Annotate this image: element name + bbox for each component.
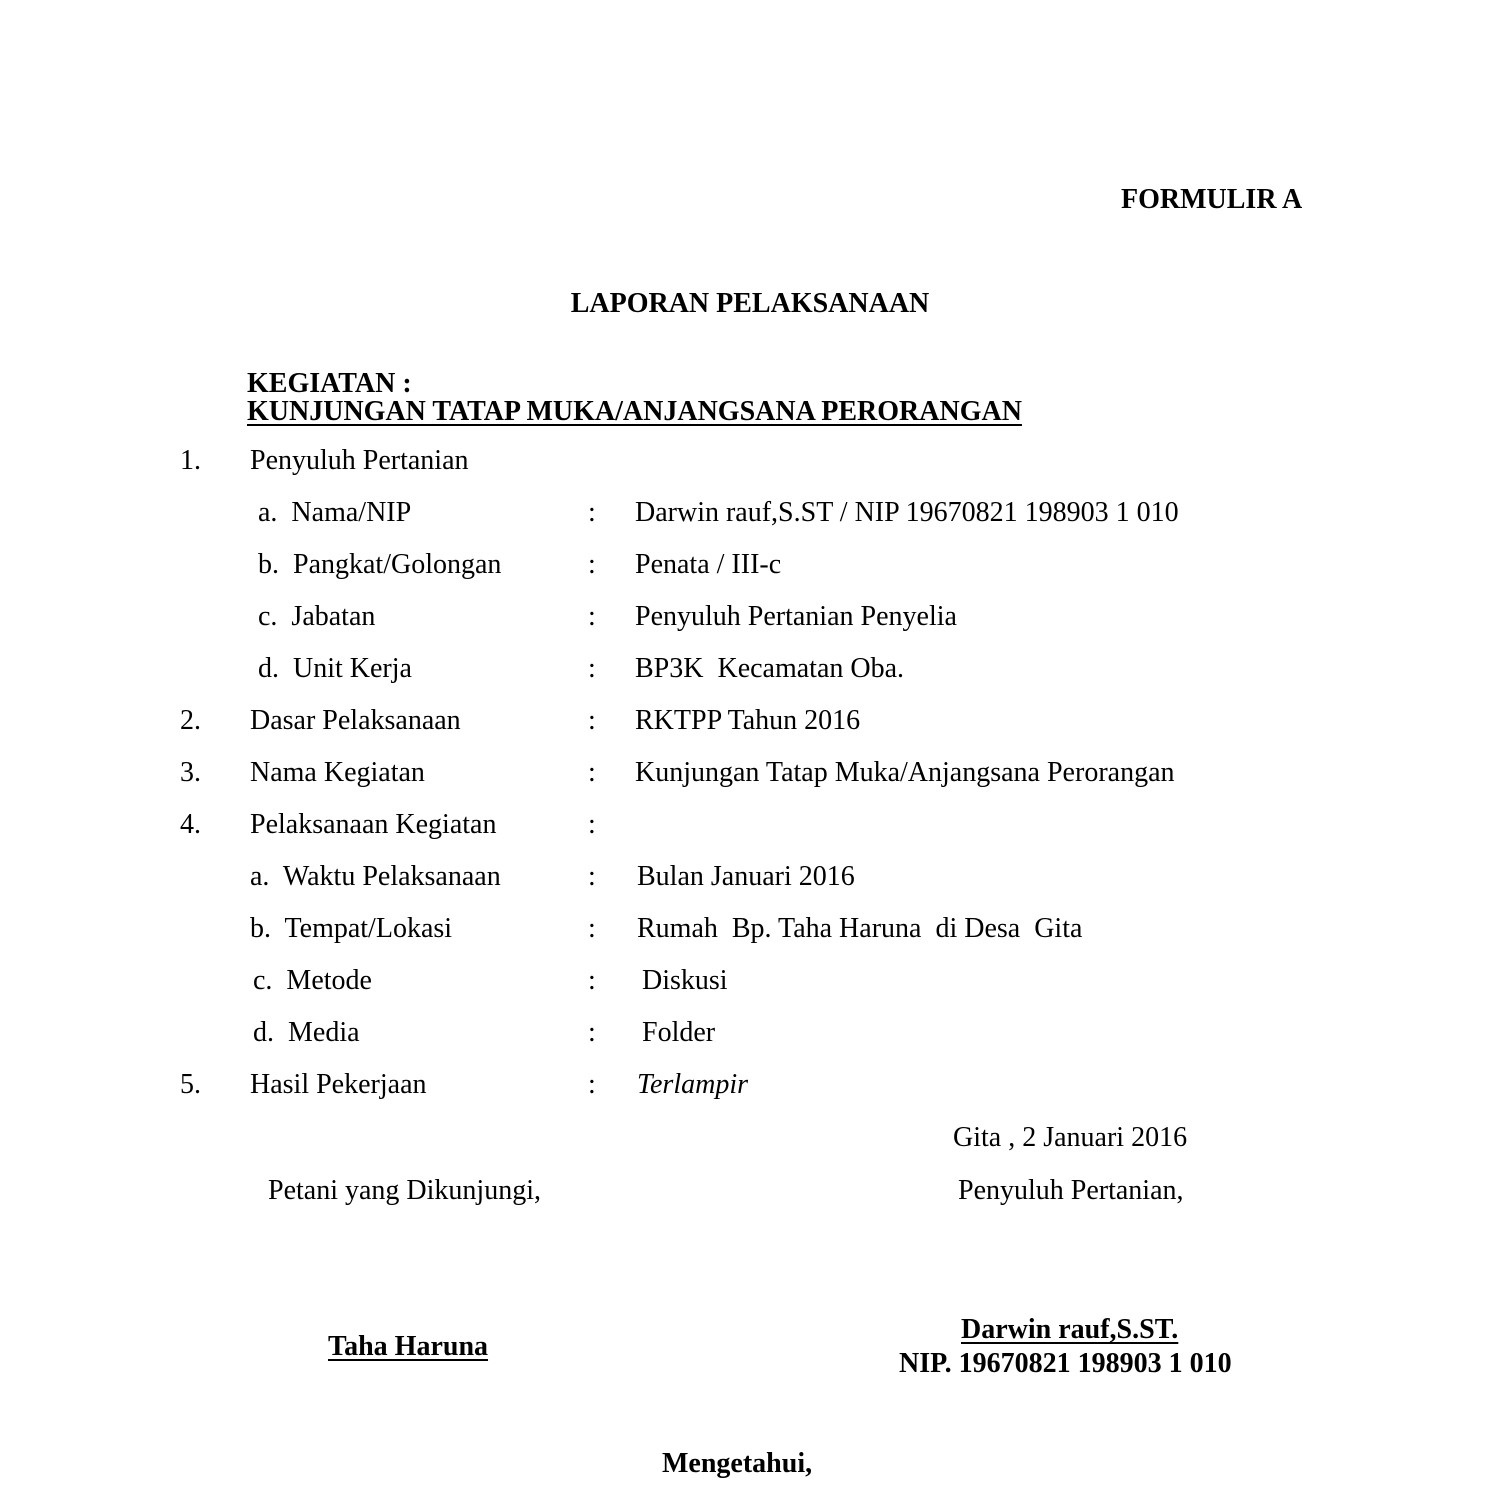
item-4a-colon: :: [588, 861, 596, 892]
item-1d-label: d. Unit Kerja: [258, 653, 412, 684]
item-1c-value: Penyuluh Pertanian Penyelia: [635, 601, 957, 632]
item-1c-label: c. Jabatan: [258, 601, 376, 632]
item-4-colon: :: [588, 809, 596, 840]
item-5-value: Terlampir: [637, 1069, 749, 1100]
item-1b-label: b. Pangkat/Golongan: [258, 549, 502, 580]
item-1d-value: BP3K Kecamatan Oba.: [635, 653, 905, 684]
item-5-colon: :: [588, 1069, 596, 1100]
extension-officer-nip: NIP. 19670821 198903 1 010: [899, 1348, 1232, 1379]
extension-signature-label: Penyuluh Pertanian,: [958, 1175, 1184, 1206]
item-1a-colon: :: [588, 497, 596, 528]
place-date: Gita , 2 Januari 2016: [953, 1122, 1188, 1153]
extension-officer-name: Darwin rauf,S.ST.: [961, 1314, 1179, 1345]
activity-prefix: KEGIATAN :: [247, 368, 412, 399]
item-4b-colon: :: [588, 913, 596, 944]
item-4c-label: c. Metode: [253, 965, 372, 996]
report-title: LAPORAN PELAKSANAAN: [570, 288, 930, 319]
item-1c-colon: :: [588, 601, 596, 632]
item-1d-colon: :: [588, 653, 596, 684]
item-4d-label: d. Media: [253, 1017, 360, 1048]
item-2-value: RKTPP Tahun 2016: [635, 705, 861, 736]
item-5-number: 5.: [180, 1069, 201, 1100]
item-4-label: Pelaksanaan Kegiatan: [250, 809, 497, 840]
item-4c-colon: :: [588, 965, 596, 996]
item-4a-label: a. Waktu Pelaksanaan: [250, 861, 501, 892]
item-2-colon: :: [588, 705, 596, 736]
item-4b-label: b. Tempat/Lokasi: [250, 913, 453, 944]
item-4-number: 4.: [180, 809, 201, 840]
item-2-number: 2.: [180, 705, 201, 736]
item-2-label: Dasar Pelaksanaan: [250, 705, 461, 736]
activity-name: KUNJUNGAN TATAP MUKA/ANJANGSANA PERORANGAN: [247, 396, 1022, 427]
item-1a-label: a. Nama/NIP: [258, 497, 412, 528]
item-1-label: Penyuluh Pertanian: [250, 445, 469, 476]
item-5-label: Hasil Pekerjaan: [250, 1069, 427, 1100]
form-code: FORMULIR A: [1121, 184, 1303, 215]
item-3-label: Nama Kegiatan: [250, 757, 425, 788]
acknowledged-label: Mengetahui,: [662, 1448, 813, 1479]
item-1a-value: Darwin rauf,S.ST / NIP 19670821 198903 1 010: [635, 497, 1179, 528]
item-4b-value: Rumah Bp. Taha Haruna di Desa Gita: [637, 913, 1083, 944]
farmer-signature-label: Petani yang Dikunjungi,: [268, 1175, 541, 1206]
item-1-number: 1.: [180, 445, 201, 476]
item-1b-value: Penata / III-c: [635, 549, 782, 580]
item-3-colon: :: [588, 757, 596, 788]
item-3-value: Kunjungan Tatap Muka/Anjangsana Perorangan: [635, 757, 1175, 788]
activity-heading: [233, 342, 1022, 426]
farmer-name: Taha Haruna: [328, 1331, 489, 1362]
item-1b-colon: :: [588, 549, 596, 580]
item-4a-value: Bulan Januari 2016: [637, 861, 855, 892]
item-4c-value: Diskusi: [642, 965, 728, 996]
item-4d-value: Folder: [642, 1017, 716, 1048]
item-3-number: 3.: [180, 757, 201, 788]
item-4d-colon: :: [588, 1017, 596, 1048]
